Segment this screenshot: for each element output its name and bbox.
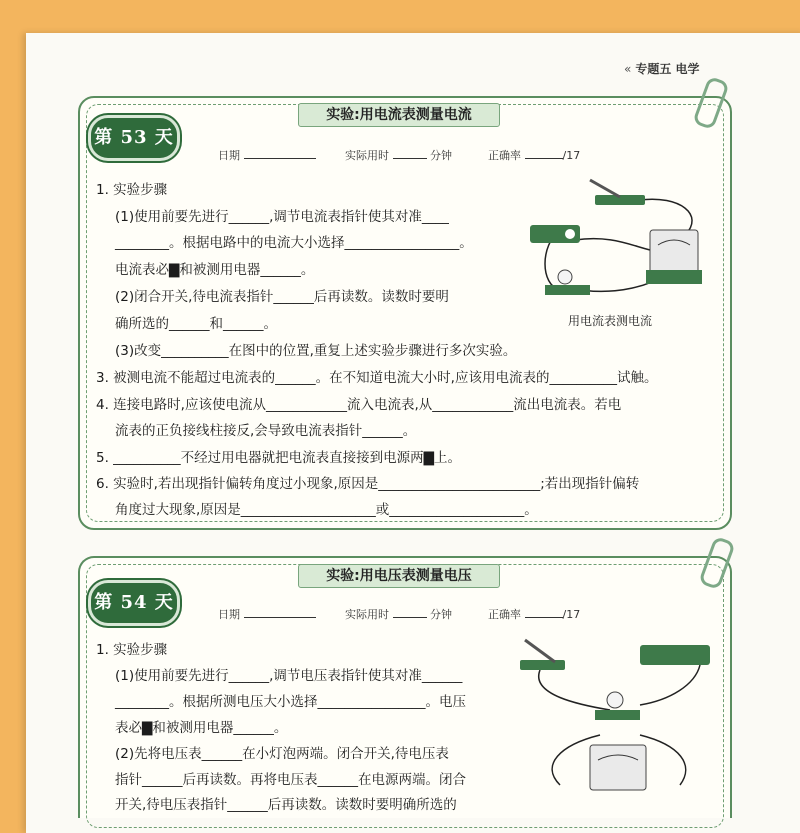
day54-step2-c: 开关,待电压表指针______后再读数。读数时要明确所选的 <box>115 797 457 813</box>
q1-step2-a: (2)闭合开关,待电流表指针______后再读数。读数时要明 <box>115 289 449 305</box>
q1-step3: (3)改变__________在图中的位置,重复上述实验步骤进行多次实验。 <box>115 343 517 359</box>
q1-heading: 1. 实验步骤 <box>96 182 168 198</box>
time-blank[interactable] <box>393 146 427 159</box>
q1-step1-a: (1)使用前要先进行______,调节电流表指针使其对准____ <box>115 209 449 225</box>
q4-b: 流表的正负接线柱接反,会导致电流表指针______。 <box>115 423 417 439</box>
day54-step1-b: ________。根据所测电压大小选择________________。电压 <box>115 694 466 710</box>
switch-icon <box>520 660 565 670</box>
day54-step2-a: (2)先将电压表______在小灯泡两端。闭合开关,待电压表 <box>115 746 449 762</box>
accuracy-blank[interactable] <box>525 605 563 618</box>
date-blank[interactable] <box>244 146 316 159</box>
q4-a: 4. 连接电路时,应该使电流从____________流入电流表,从____________流出电流表。若电 <box>96 397 622 413</box>
bulb-icon <box>607 692 623 708</box>
day53-badge: 第 53 天 <box>88 115 180 161</box>
q1-step1-b: ________。根据电路中的电流大小选择_________________。 <box>115 235 473 251</box>
day54-step2-b: 指针______后再读数。再将电压表______在电源两端。闭合 <box>115 772 466 788</box>
voltmeter-circuit-illustration <box>520 635 720 800</box>
q6-a: 6. 实验时,若出现指针偏转角度过小现象,原因是________________________;若出现指针偏转 <box>96 476 640 492</box>
day54-title: 实验:用电压表测量电压 <box>298 564 500 588</box>
bulb-icon <box>558 270 572 284</box>
day54-step1-a: (1)使用前要先进行______,调节电压表指针使其对准______ <box>115 668 463 684</box>
ammeter-circuit-illustration <box>520 175 720 310</box>
q6-b: 角度过大现象,原因是____________________或____________________。 <box>115 502 538 518</box>
q1-step2-b: 确所选的______和______。 <box>115 316 277 332</box>
day53-accuracy: 正确率 /17 <box>488 146 580 163</box>
chevron-icon: « <box>624 62 632 76</box>
day54-time: 实际用时 分钟 <box>345 605 452 622</box>
day54-date: 日期 <box>218 605 316 622</box>
day54-badge: 第 54 天 <box>88 580 180 626</box>
day53-title: 实验:用电流表测量电流 <box>298 103 500 127</box>
voltmeter-icon <box>590 745 646 790</box>
day54-accuracy: 正确率 /17 <box>488 605 580 622</box>
illustration-caption: 用电流表测电流 <box>568 314 653 328</box>
day53-date: 日期 <box>218 146 316 163</box>
battery-icon <box>640 645 710 665</box>
date-blank[interactable] <box>244 605 316 618</box>
accuracy-blank[interactable] <box>525 146 563 159</box>
time-blank[interactable] <box>393 605 427 618</box>
q3: 3. 被测电流不能超过电流表的______。在不知道电流大小时,应该用电流表的__________试触。 <box>96 370 658 386</box>
ammeter-icon <box>650 230 698 275</box>
running-head <box>624 60 700 77</box>
day54-q1-heading: 1. 实验步骤 <box>96 642 168 658</box>
day53-time: 实际用时 分钟 <box>345 146 452 163</box>
chapter-label: 专题五 电学 <box>635 62 700 76</box>
q1-step1-c: 电流表必▇和被测用电器______。 <box>115 262 315 278</box>
day54-step1-c: 表必▇和被测用电器______。 <box>115 720 288 736</box>
q5: 5. __________不经过用电器就把电流表直接接到电源两▇上。 <box>96 450 462 466</box>
